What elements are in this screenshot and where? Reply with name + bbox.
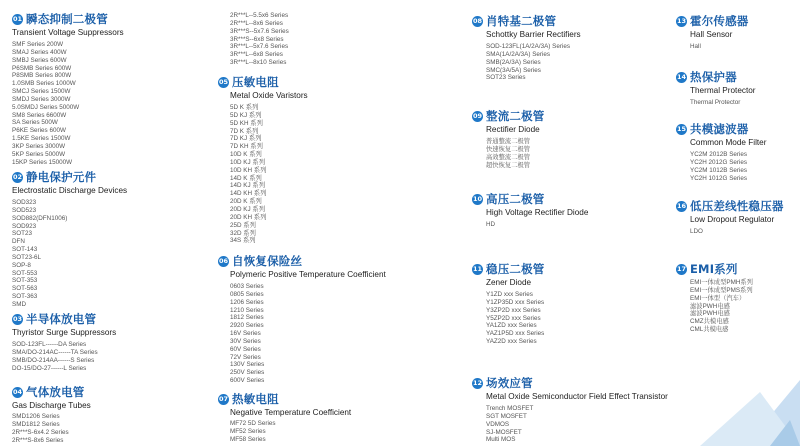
list-item: 3KP Series 3000W	[12, 142, 66, 150]
list-item: SMC(3A/5A) Series	[486, 66, 541, 74]
list-item: SOT-563	[12, 285, 38, 293]
list-item: SMDJ Series 3000W	[12, 95, 71, 103]
list-item: 10D KJ 系列	[230, 158, 265, 166]
list-item: 5D KH 系列	[230, 119, 263, 127]
list-item: YC2M 1012B Series	[690, 166, 748, 174]
list-item: Thermal Protector	[690, 99, 741, 106]
list-item: SMD1812 Series	[12, 420, 60, 428]
section-title-en: Transient Voltage Suppressors	[12, 28, 124, 37]
section-06-pptc	[218, 254, 386, 385]
list-item: 2R***L--8x6 Series	[230, 19, 283, 27]
section-title-en: Hall Sensor	[690, 30, 733, 39]
list-item: 34S 系列	[230, 237, 256, 245]
list-item: 25D 系列	[230, 221, 256, 229]
list-item: SOT-363	[12, 293, 38, 301]
list-item: HD	[486, 221, 496, 228]
list-item: CML共模电感	[690, 326, 729, 334]
list-item: SM8 Series 6600W	[12, 111, 67, 119]
list-item: 滤波PWH电感	[690, 302, 730, 310]
list-item: EMI一体成型PMS系列	[690, 286, 753, 294]
list-item: 3R***S--6x8 Series	[230, 35, 284, 43]
list-item: Y1ZD xxx Series	[486, 291, 533, 298]
list-item: 3R***L--6x8 Series	[230, 51, 283, 59]
section-title-cn: 共模滤波器	[690, 122, 749, 136]
section-01-tvs	[12, 12, 124, 167]
list-item: 250V Series	[230, 369, 265, 377]
series-list	[690, 279, 753, 334]
section-title-cn: 压敏电阻	[232, 75, 279, 89]
list-item: 5.0SMDJ Series 5000W	[12, 103, 80, 111]
section-title-cn: 高压二极管	[486, 192, 545, 206]
series-list	[12, 341, 116, 372]
list-item: SOD-123FL------DA Series	[12, 341, 87, 348]
section-number-badge: 01	[12, 15, 23, 23]
section-title-cn: EMI系列	[690, 262, 738, 276]
list-item: SOD923	[12, 222, 37, 230]
list-item: SJ-MOSFET	[486, 428, 522, 436]
list-item: 20D KJ 系列	[230, 205, 265, 213]
section-03-thyristor	[12, 312, 116, 372]
list-item: 2920 Series	[230, 322, 264, 330]
series-list	[12, 41, 124, 167]
section-number-badge: 05	[218, 78, 229, 86]
section-14-thermal-protector	[676, 70, 756, 107]
list-item: 高效整流二极管	[486, 153, 531, 161]
section-number-badge: 08	[472, 17, 483, 25]
list-item: 130V Series	[230, 361, 265, 369]
series-list	[690, 99, 756, 107]
section-title-en: Schottky Barrier Rectifiers	[486, 30, 581, 39]
section-number-badge: 10	[472, 195, 483, 203]
list-item: 1.0SMB Series 1000W	[12, 80, 76, 88]
list-item: DFN	[12, 238, 25, 246]
list-item: 滤波PWH电感	[690, 310, 730, 318]
list-item: 1206 Series	[230, 298, 264, 306]
list-item: 32D 系列	[230, 229, 256, 237]
list-item: 3R***L--5x7.6 Series	[230, 43, 289, 51]
section-title-en: Rectifier Diode	[486, 125, 540, 134]
list-item: SOT23	[12, 230, 32, 238]
section-number-badge: 14	[676, 73, 687, 81]
section-07-ntc	[218, 392, 351, 444]
section-number-badge: 07	[218, 395, 229, 403]
section-title-en: Gas Discharge Tubes	[12, 401, 91, 410]
list-item: SOD-123FL(1A/2A/3A) Series	[486, 43, 570, 50]
list-item: 1.5KE Series 1500W	[12, 135, 71, 143]
list-item: YC2H 1012G Series	[690, 174, 748, 182]
list-item: 14D KJ 系列	[230, 182, 265, 190]
section-number-badge: 06	[218, 257, 229, 265]
series-list	[486, 221, 588, 229]
list-item: SOT-553	[12, 269, 38, 277]
list-item: SMB(2A/3A) Series	[486, 58, 541, 66]
series-list	[230, 12, 289, 67]
list-item: 20D K 系列	[230, 198, 262, 206]
list-item: YA1ZD xxx Series	[486, 322, 537, 330]
section-04-gdt-continued	[230, 12, 289, 67]
list-item: SMB/DO-214AA------S Series	[12, 356, 95, 364]
list-item: SMBJ Series 600W	[12, 56, 67, 64]
section-number-badge: 04	[12, 388, 23, 396]
list-item: 14D K 系列	[230, 174, 262, 182]
series-list	[486, 405, 668, 444]
list-item: MF58 Series	[230, 435, 266, 443]
section-09-rectifier	[472, 109, 545, 169]
list-item: SMF Series 200W	[12, 41, 64, 48]
section-title-cn: 整流二极管	[486, 109, 545, 123]
section-number-badge: 13	[676, 17, 687, 25]
list-item: P6KE Series 600W	[12, 127, 66, 135]
section-16-ldo	[676, 199, 784, 236]
list-item: EMI一体型（汽车）	[690, 294, 746, 302]
section-title-cn: 静电保护元件	[26, 170, 97, 184]
section-17-emi	[676, 262, 753, 334]
list-item: 5D KJ 系列	[230, 111, 262, 119]
series-list	[230, 283, 386, 385]
list-item: CMZ共模电感	[690, 318, 729, 326]
list-item: MF72 5D Series	[230, 420, 276, 427]
list-item: VDMOS	[486, 420, 510, 428]
list-item: Trench MOSFET	[486, 405, 534, 412]
section-title-cn: 霍尔传感器	[690, 14, 749, 28]
series-list	[486, 43, 581, 82]
list-item: 14D KH 系列	[230, 190, 267, 198]
series-list	[230, 420, 351, 444]
list-item: DO-15/DO-27------L Series	[12, 364, 87, 372]
series-list	[12, 413, 91, 444]
section-title-en: Common Mode Filter	[690, 138, 767, 147]
list-item: SOT23 Series	[486, 74, 526, 82]
section-05-varistors	[218, 75, 308, 245]
section-title-en: Metal Oxide Semiconductor Field Effect Transistor	[486, 392, 668, 401]
section-number-badge: 09	[472, 112, 483, 120]
list-item: SOD882(DFN1006)	[12, 214, 68, 222]
list-item: SGT MOSFET	[486, 412, 527, 420]
list-item: SMA/DO-214AC------TA Series	[12, 348, 98, 356]
list-item: 5KP Series 5000W	[12, 150, 66, 158]
list-item: SOD323	[12, 199, 37, 206]
section-title-en: Low Dropout Regulator	[690, 215, 775, 224]
series-list	[690, 43, 749, 51]
list-item: 7D KJ 系列	[230, 135, 262, 143]
section-title-cn: 场效应管	[486, 376, 533, 390]
series-list	[12, 199, 127, 309]
series-list	[230, 104, 308, 245]
section-title-en: Thyristor Surge Suppressors	[12, 328, 117, 337]
list-item: SMA(1A/2A/3A) Series	[486, 50, 551, 58]
section-02-esd	[12, 170, 127, 309]
list-item: SMCJ Series 1500W	[12, 88, 71, 96]
list-item: YC2M 2012B Series	[690, 151, 748, 158]
list-item: P8SMB Series 800W	[12, 72, 72, 80]
section-number-badge: 03	[12, 315, 23, 323]
series-list	[486, 291, 545, 346]
list-item: 5D K 系列	[230, 104, 259, 111]
list-item: SMD	[12, 300, 26, 308]
list-item: EMI一体成型PMH系列	[690, 279, 753, 286]
list-item: 0603 Series	[230, 283, 264, 290]
list-item: Y3ZP2D xxx Series	[486, 306, 541, 314]
section-title-cn: 半导体放电管	[26, 312, 97, 326]
section-10-high-voltage	[472, 192, 588, 229]
list-item: Y1ZP35D xxx Series	[486, 298, 545, 306]
list-item: 20D KH 系列	[230, 213, 267, 221]
list-item: MF52 Series	[230, 427, 266, 435]
section-title-en: Polymeric Positive Temperature Coefficient	[230, 270, 386, 279]
section-title-cn: 自恢复保险丝	[232, 254, 303, 268]
list-item: 2R***S-8x6 Series	[12, 436, 64, 444]
list-item: 超快恢复二极管	[486, 161, 531, 169]
list-item: 10D K 系列	[230, 151, 262, 159]
series-list	[690, 228, 784, 236]
list-item: 600V Series	[230, 377, 265, 385]
list-item: 72V Series	[230, 353, 261, 361]
section-title-cn: 热保护器	[690, 70, 737, 84]
section-title-en: High Voltage Rectifier Diode	[486, 208, 589, 217]
list-item: 60V Series	[230, 345, 261, 353]
section-number-badge: 02	[12, 173, 23, 181]
section-title-cn: 稳压二极管	[486, 262, 545, 276]
list-item: SOD523	[12, 206, 37, 214]
section-number-badge: 15	[676, 125, 687, 133]
list-item: 普通整流二极管	[486, 138, 531, 145]
section-title-en: Electrostatic Discharge Devices	[12, 186, 128, 195]
list-item: SOT-143	[12, 246, 38, 254]
section-number-badge: 12	[472, 379, 483, 387]
list-item: 7D KH 系列	[230, 143, 263, 151]
list-item: 2R***L--5.5x6 Series	[230, 12, 289, 19]
list-item: 3R***L--8x10 Series	[230, 59, 287, 67]
section-title-en: Thermal Protector	[690, 86, 756, 95]
list-item: P6SMB Series 600W	[12, 64, 72, 72]
section-number-badge: 16	[676, 202, 687, 210]
section-number-badge: 11	[472, 265, 483, 273]
list-item: SOT-353	[12, 277, 38, 285]
section-12-mosfet	[472, 376, 668, 444]
list-item: SA Series 500W	[12, 119, 58, 127]
section-title-en: Negative Temperature Coefficient	[230, 408, 352, 417]
section-04-gdt	[12, 385, 91, 444]
section-08-schottky	[472, 14, 581, 82]
list-item: 15KP Series 15000W	[12, 158, 73, 166]
list-item: SOP-8	[12, 261, 31, 269]
section-number-badge: 17	[676, 265, 687, 273]
section-title-cn: 气体放电管	[26, 385, 85, 399]
series-list	[690, 151, 766, 182]
list-item: 0805 Series	[230, 290, 264, 298]
list-item: 1812 Series	[230, 314, 264, 322]
list-item: YAZ2D xxx Series	[486, 338, 537, 346]
list-item: LDO	[690, 228, 703, 235]
series-list	[486, 138, 545, 169]
list-item: 10D KH 系列	[230, 166, 267, 174]
list-item: 2R***S-6x4.2 Series	[12, 428, 69, 436]
list-item: 16V Series	[230, 330, 261, 338]
list-item: 30V Series	[230, 337, 261, 345]
section-title-cn: 瞬态抑制二极管	[26, 12, 108, 26]
section-title-cn: 肖特基二极管	[486, 14, 557, 28]
list-item: YC2H 2012G Series	[690, 158, 748, 166]
list-item: Hall	[690, 43, 701, 50]
list-item: 3R***S--5x7.6 Series	[230, 27, 289, 35]
section-title-cn: 热敏电阻	[232, 392, 279, 406]
section-title-cn: 低压差线性稳压器	[690, 199, 784, 213]
section-13-hall	[676, 14, 749, 51]
section-title-en: Metal Oxide Varistors	[230, 91, 308, 100]
list-item: SMD1206 Series	[12, 413, 60, 420]
list-item: 快速恢复二极管	[486, 145, 531, 153]
list-item: YAZ1P5D xxx Series	[486, 330, 545, 338]
list-item: Multi MOS	[486, 436, 516, 444]
list-item: SMAJ Series 400W	[12, 48, 67, 56]
section-title-en: Zener Diode	[486, 278, 532, 287]
list-item: Y5ZP2D xxx Series	[486, 314, 541, 322]
list-item: SOT23-6L	[12, 253, 42, 261]
list-item: 1210 Series	[230, 306, 264, 314]
list-item: 7D K 系列	[230, 127, 259, 135]
section-11-zener	[472, 262, 545, 346]
section-15-common-mode-filter	[676, 122, 766, 182]
